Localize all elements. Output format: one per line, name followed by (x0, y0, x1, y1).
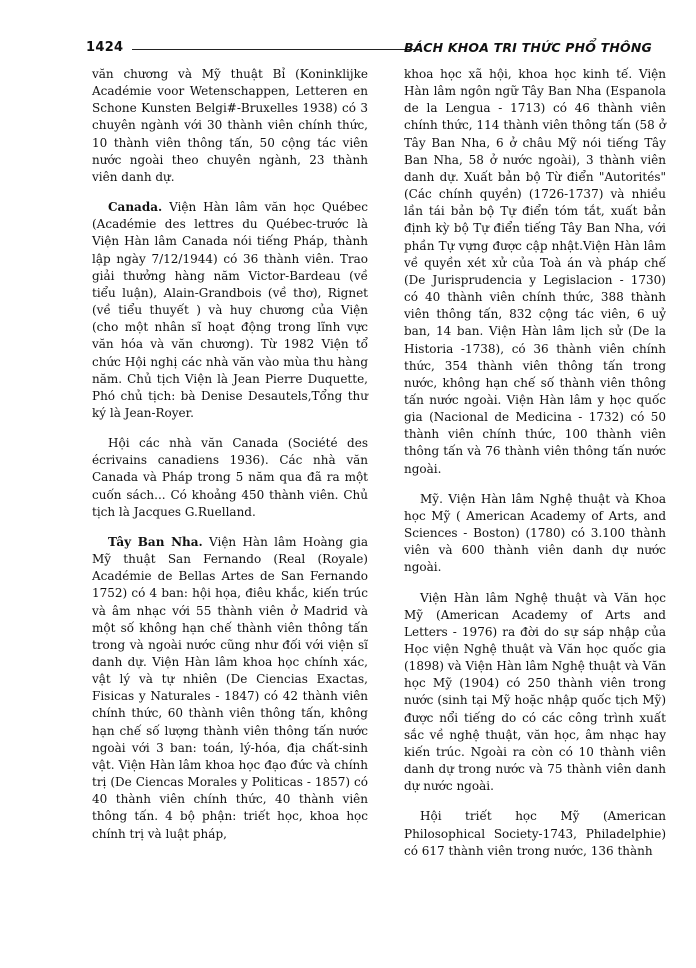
header-rule (132, 49, 416, 50)
page-header (86, 40, 652, 60)
right-column (404, 66, 666, 860)
paragraph-canada (92, 199, 368, 422)
page-number: 1424 (86, 40, 124, 55)
paragraph-spain (92, 534, 368, 843)
paragraph-usa-philosophical: Hội triết học Mỹ (American Philosophical Society-1743, Philadelphie) có 617 thành viên trong nước, 136 thành (404, 809, 666, 858)
paragraph-belgium-cont: văn chương và Mỹ thuật Bỉ (Koninklijke Académie voor Wetenschappen, Letteren en Schone Kunsten Belgi#-Bruxelles 1938) có 3 chuyên ngành với 30 thành viên chính thức, 10 thành viên thông tấn, 50 cộng tác viên nước ngoài theo chuyên ngành, 23 thành viên danh dự. (92, 67, 368, 184)
left-column (92, 66, 368, 843)
paragraph-spain-cont: khoa học xã hội, khoa học kinh tế. Viện Hàn lâm ngôn ngữ Tây Ban Nha (Espanola de la Lengua - 1713) có 46 thành viên chính thức, 114 thành viên thông tấn (58 ở Tây Ban Nha, 6 ở châu Mỹ nói tiếng Tây Ban Nha, 58 ở nước ngoài), 3 thành viên danh dự. Xuất bản bộ Từ điển "Autorités" (Các chính quyền) (1726-1737) và nhiều lần tái bản bộ Tự điển tóm tắt, xuất bản định kỳ bộ Tự điển tiếng Tây Ban Nha, với phần Tự vựng được cập nhật.Viện Hàn lâm về quyền xét xử của Toà án và pháp chế (De Jurisprudencia y Legislacion - 1730) có 40 thành viên chính thức, 388 thành viên thông tấn, 832 cộng tác viên, 6 uỷ ban, 14 ban. Viện Hàn lâm lịch sử (De la Historia -1738), có 36 thành viên chính thức, 354 thành viên thông tấn trong nước, không hạn chế số thành viên thông tấn nước ngoài. Viện Hàn lâm y học quốc gia (Nacional de Medicina - 1732) có 50 thành viên chính thức, 100 thành viên thông tấn và 76 thành viên thông tấn nước ngoài. (404, 67, 666, 476)
paragraph-canada-body: Viện Hàn lâm văn học Québec (Académie des lettres du Québec-trước là Viện Hàn lâm Canada nói tiếng Pháp, thành lập ngày 7/12/1944) có 36 thành viên. Trao giải thưởng hàng năm Victor-Bardeau (về tiểu luận), Alain-Grandbois (về thơ), Rignet (về tiểu thuyết ) và huy chương của Viện (cho một nhân sĩ hoạt động trong lĩnh vực văn hóa và văn chương). Từ 1982 Viện tổ chức Hội nghị các nhà văn vào mùa thu hàng năm. Chủ tịch Viện là Jean Pierre Duquette, Phó chủ tịch: bà Denise Desautels,Tổng thư ký là Jean-Royer. (92, 200, 368, 420)
paragraph-usa-arts-letters: Viện Hàn lâm Nghệ thuật và Văn học Mỹ (American Academy of Arts and Letters - 1976) ra đời do sự sáp nhập của Học viện Nghệ thuật và Văn học quốc gia (1898) và Viện Hàn lâm Nghệ thuật và Văn học Mỹ (1904) có 250 thành viên trong nước (sinh tại Mỹ hoặc nhập quốc tịch Mỹ) được nổi tiếng do có các công trình xuất sắc về nghệ thuật, văn học, âm nhạc hay kiến trúc. Ngoài ra còn có 10 thành viên danh dự trong nước và 75 thành viên danh dự nước ngoài. (404, 590, 666, 794)
section-lead-canada: Canada. (108, 200, 163, 215)
running-title: BÁCH KHOA TRI THỨC PHỔ THÔNG (404, 40, 652, 55)
paragraph-usa-arts-sciences: Mỹ. Viện Hàn lâm Nghệ thuật và Khoa học Mỹ ( American Academy of Arts, and Sciences - Boston) (1780) có 3.100 thành viên và 600 thành viên danh dự nước ngoài. (404, 491, 666, 575)
section-lead-spain: Tây Ban Nha. (108, 534, 203, 549)
paragraph-canada-writers: Hội các nhà văn Canada (Société des écrivains canadiens 1936). Các nhà văn Canada và Pháp trong 5 năm qua đã ra một cuốn sách... Có khoảng 450 thành viên. Chủ tịch là Jacques G.Ruelland. (92, 436, 368, 519)
paragraph-spain-body: Viện Hàn lâm Hoàng gia Mỹ thuật San Fernando (Real (Royale) Académie de Bellas Artes de San Fernando 1752) có 4 ban: hội họa, điêu khắc, kiến trúc và âm nhạc với 55 thành viên ở Madrid và một số không hạn chế thành viên thông tấn trong và ngoài nước cũng như đối với viện sĩ danh dự. Viện Hàn lâm khoa học chính xác, vật lý và tự nhiên (De Ciencias Exactas, Fisicas y Naturales - 1847) có 42 thành viên chính thức, 60 thành viên thông tấn, không hạn chế số lượng thành viên thông tấn nước ngoài với 3 ban: toán, lý-hóa, địa chất-sinh vật. Viện Hàn lâm khoa học đạo đức và chính trị (De Ciencas Morales y Politicas - 1857) có 40 thành viên chính thức, 40 thành viên thông tấn. 4 bộ phận: triết học, khoa học chính trị và luật pháp, (92, 534, 368, 841)
